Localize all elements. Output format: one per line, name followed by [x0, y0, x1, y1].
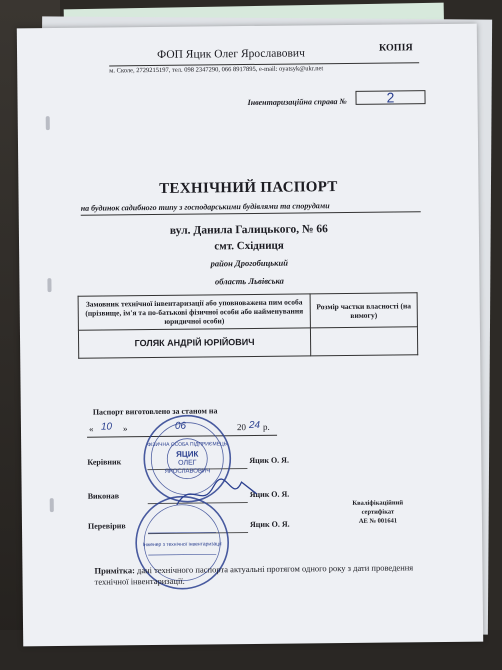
- date-year-end: р.: [262, 421, 270, 432]
- date-quote-close: »: [122, 423, 128, 434]
- note-text: дані технічного паспорта актуальні протягом одного року з дати проведення технічної інвентаризації.: [94, 562, 414, 587]
- inventory-number: 2: [355, 90, 425, 105]
- date-year-prefix: 20: [236, 422, 247, 433]
- seal-top-text: ФІЗИЧНА ОСОБА ПІДПРИЄМЕЦЬ: [147, 441, 227, 449]
- share-cell: [310, 327, 417, 356]
- prepared-label: Паспорт виготовлено за станом на: [92, 406, 218, 417]
- company-name: ФОП Яцик Олег Ярославович: [156, 47, 305, 61]
- cert-number: АЕ № 001641: [358, 517, 398, 525]
- seal-name-3: ЯРОСЛАВОВИЧ: [164, 468, 211, 475]
- owner-column-header: Замовник технічної інвентаризації або уповноважена пим особа (прізвище, ім'я та по-батькові фізичної особи або найменування юридичної особи): [78, 294, 310, 330]
- footnote: [94, 562, 414, 587]
- note-label: Примітка:: [94, 565, 135, 576]
- document-title: ТЕХНІЧНИЙ ПАСПОРТ: [159, 179, 338, 197]
- date-quote-open: «: [88, 423, 94, 434]
- seal-center-text: Інженер з технічної інвентаризації: [142, 541, 222, 549]
- signature-name-executor: Яцик О. Я.: [249, 489, 290, 500]
- address-street: вул. Данила Галицького, № 66: [169, 223, 328, 237]
- owner-name-cell: ГОЛЯК АНДРІЙ ЮРІЙОВИЧ: [78, 328, 310, 358]
- date-month: 06: [174, 420, 187, 432]
- copy-mark: КОПІЯ: [378, 42, 413, 54]
- document-subtitle: на будинок садибного типу з господарськими будівлями та спорудами: [80, 201, 330, 213]
- signature-role-head: Керівник: [87, 457, 122, 467]
- binding-hole: [46, 116, 50, 130]
- share-column-header: Розмір частки власності (на вимогу): [310, 293, 417, 328]
- passport-page: [17, 24, 483, 647]
- owner-table: [78, 292, 419, 359]
- seal-name-1: ЯЦИК: [176, 449, 199, 459]
- signature-name-checker: Яцик О. Я.: [249, 519, 290, 530]
- address-region: область Львівська: [214, 275, 284, 287]
- date-day: 10: [100, 421, 113, 433]
- cert-line-2: сертифікат: [361, 508, 395, 516]
- date-year-suffix: 24: [248, 419, 261, 432]
- cert-line-1: Кваліфікаційний: [352, 499, 404, 507]
- signature-role-checker: Перевірив: [87, 521, 126, 531]
- signature-role-executor: Виконав: [87, 491, 120, 501]
- company-contacts: м. Сколе, 2729215197, тел. 098 2347290, 066 8917895, e-mail: oyatsyk@ukr.net: [109, 65, 324, 75]
- address-town: смт. Східниця: [214, 239, 284, 253]
- qualification-certificate: [338, 498, 418, 526]
- address-district: район Дрогобицький: [210, 257, 288, 269]
- signature-name-head: Яцик О. Я.: [249, 455, 289, 466]
- binding-hole: [50, 498, 54, 512]
- inventory-label: Інвентаризаційна справа №: [247, 96, 347, 108]
- seal-name-2: ОЛЕГ: [178, 459, 197, 467]
